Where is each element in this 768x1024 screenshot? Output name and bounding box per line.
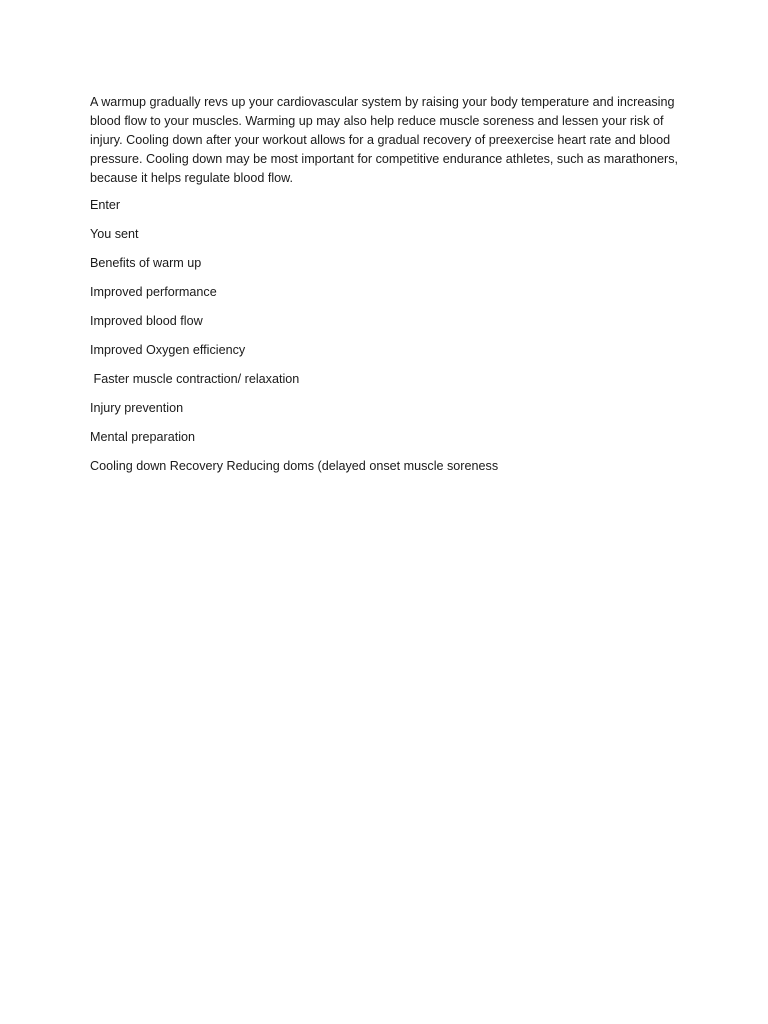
- text-line-you-sent: You sent: [90, 227, 139, 241]
- document-body: [90, 93, 690, 476]
- list-item-improved-blood-flow: Improved blood flow: [90, 314, 203, 328]
- intro-paragraph: A warmup gradually revs up your cardiovascular system by raising your body temperature and increasing blood flow to your muscles. Warming up may also help reduce muscle soreness and lessen your risk of injury. Cooling down after your workout allows for a gradual recovery of preexercise heart rate and blood pressure. Cooling down may be most important for competitive endurance athletes, such as marathoners, because it helps regulate blood flow.: [90, 95, 679, 185]
- text-line-enter: Enter: [90, 198, 121, 212]
- text-line-cooling-down: Cooling down Recovery Reducing doms (delayed onset muscle soreness: [90, 459, 499, 473]
- list-item-improved-oxygen-efficiency: Improved Oxygen efficiency: [90, 343, 246, 357]
- list-item-injury-prevention: Injury prevention: [90, 401, 184, 415]
- list-item-improved-performance: Improved performance: [90, 285, 217, 299]
- list-item-faster-muscle-contraction: Faster muscle contraction/ relaxation: [90, 372, 300, 386]
- list-item-mental-preparation: Mental preparation: [90, 430, 196, 444]
- heading-benefits-of-warm-up: Benefits of warm up: [90, 256, 202, 270]
